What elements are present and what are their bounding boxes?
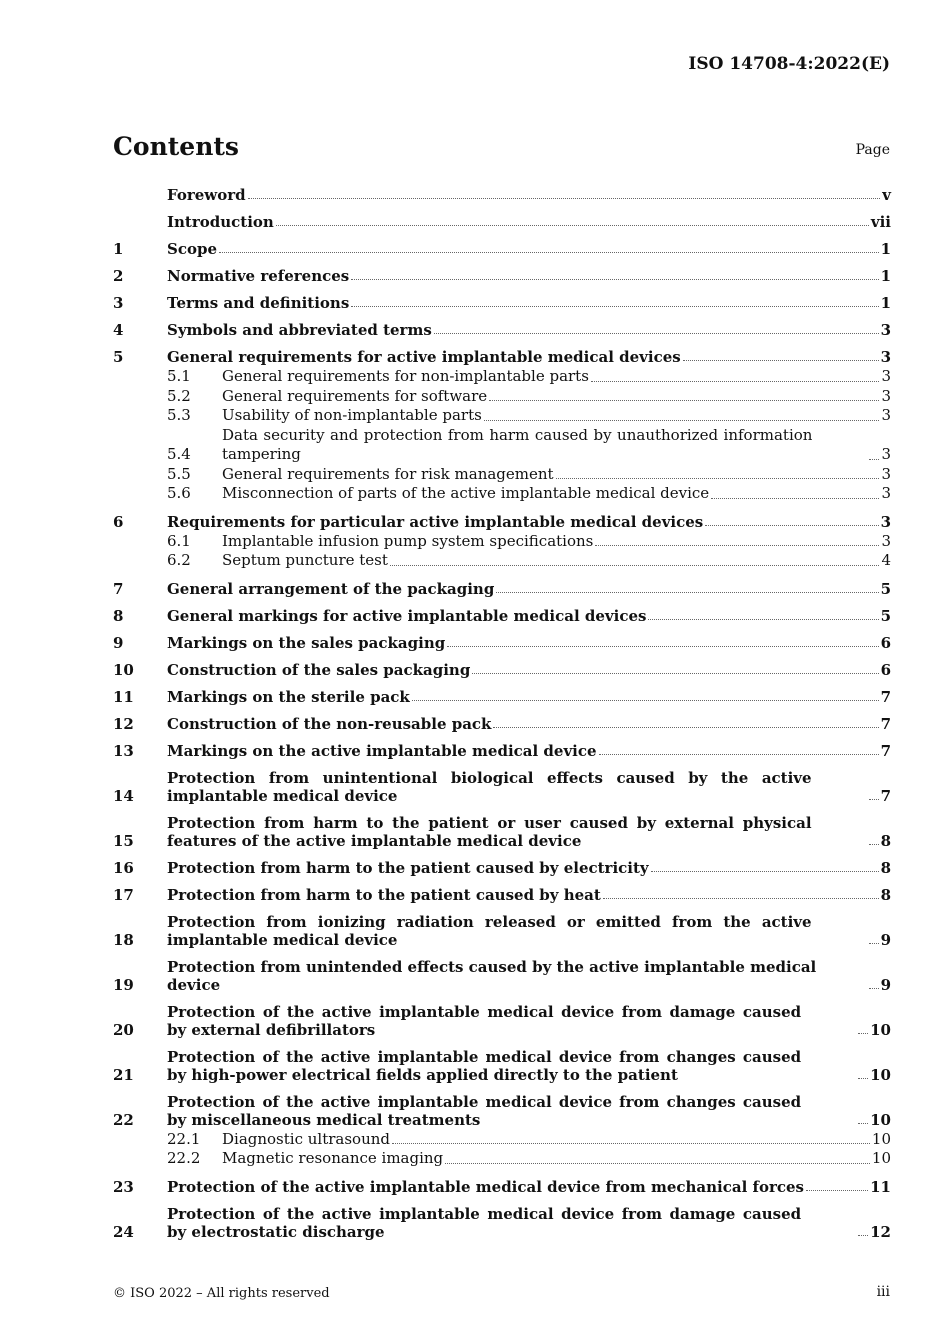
toc-subentry-number: 6.2	[167, 551, 191, 569]
toc-entry-title: Foreword	[167, 186, 246, 204]
toc-entry-title: Markings on the active implantable medical device	[167, 741, 597, 760]
toc-entry-number: 24	[113, 1222, 134, 1241]
dot-leader	[858, 1123, 868, 1124]
toc-entry-title: Normative references	[167, 267, 350, 285]
toc-entry-title: Protection of the active implantable medical device from changes caused by high-power electrical fields applied directly to the patient	[167, 1047, 802, 1084]
toc-entry-number: 14	[113, 786, 134, 805]
toc-subentry-page: 3	[881, 464, 891, 483]
toc-entry-title: Symbols and abbreviated terms	[167, 321, 432, 339]
toc-subentry-title: Septum puncture test	[222, 551, 388, 569]
dot-leader	[390, 565, 880, 566]
toc-subentry-number: 5.6	[167, 484, 191, 502]
dot-leader	[489, 400, 879, 401]
toc-subentry-page: 4	[881, 551, 891, 569]
toc-entry[interactable]	[113, 958, 891, 994]
dot-leader	[683, 360, 879, 361]
toc-subentry[interactable]	[113, 551, 891, 571]
toc-entry[interactable]	[113, 1178, 891, 1196]
toc-entry[interactable]	[113, 267, 891, 285]
toc-entry-page: 3	[880, 348, 891, 366]
toc-entry-title: Protection from ionizing radiation released or emitted from the active implantable medical device	[167, 912, 812, 949]
toc-entry-page: vii	[870, 213, 891, 231]
toc-entry[interactable]	[113, 913, 891, 949]
toc-entry-page: 11	[870, 1177, 891, 1196]
toc-subentry[interactable]	[113, 406, 891, 426]
toc-entry[interactable]	[113, 715, 891, 733]
toc-entry[interactable]	[113, 1003, 891, 1039]
toc-entry-page: 10	[870, 1110, 891, 1129]
toc-subentry-title: Data security and protection from harm caused by unauthorized information tampering	[222, 425, 813, 463]
toc-entry-title: Construction of the non-reusable pack	[167, 714, 492, 733]
toc-entry-number: 16	[113, 858, 134, 877]
toc-subentry-title: Usability of non-implantable parts	[222, 406, 482, 424]
toc-entry[interactable]	[113, 661, 891, 679]
toc-entry-page: 6	[880, 633, 891, 652]
toc-entry-page: v	[882, 186, 891, 204]
toc-subentry-title: Diagnostic ultrasound	[222, 1129, 391, 1148]
toc-subentry-page: 3	[881, 484, 891, 502]
toc-entry-number: 7	[113, 579, 124, 598]
toc-entry[interactable]	[113, 607, 891, 625]
toc-entry-number: 11	[113, 687, 134, 706]
toc-entry-number: 4	[113, 321, 124, 339]
toc-entry-title: General arrangement of the packaging	[167, 579, 495, 598]
toc-entry[interactable]	[113, 634, 891, 652]
toc-entry-page: 12	[870, 1222, 891, 1241]
toc-subentry-number: 5.5	[167, 464, 191, 483]
toc-subentry-title: General requirements for non-implantable parts	[222, 367, 589, 385]
dot-leader	[472, 673, 878, 674]
toc-entry-number: 22	[113, 1110, 134, 1129]
toc-entry[interactable]	[113, 240, 891, 258]
toc-entry[interactable]	[113, 886, 891, 904]
toc-entry-number: 6	[113, 512, 124, 531]
toc-entry-number: 23	[113, 1177, 134, 1196]
toc-subentry[interactable]	[113, 1130, 891, 1150]
toc-subentry-page: 10	[871, 1149, 891, 1167]
dot-leader	[806, 1190, 868, 1191]
dot-leader	[445, 1163, 870, 1164]
dot-leader	[858, 1078, 868, 1079]
toc-entry[interactable]	[113, 213, 891, 231]
dot-leader	[858, 1235, 868, 1236]
toc-entry[interactable]	[113, 742, 891, 760]
toc-entry[interactable]	[113, 294, 891, 312]
toc-entry-number: 19	[113, 975, 134, 994]
dot-leader	[869, 988, 879, 989]
toc-entry-number: 5	[113, 348, 124, 366]
dot-leader	[603, 898, 879, 899]
toc-entry-page: 5	[880, 606, 891, 625]
toc-subentry-title: General requirements for risk management	[222, 464, 554, 483]
toc-subentry-page: 3	[881, 386, 891, 405]
toc-subentry-title: Magnetic resonance imaging	[222, 1149, 444, 1167]
toc-entry-title: Markings on the sales packaging	[167, 633, 446, 652]
dot-leader	[711, 498, 879, 499]
toc-entry-number: 15	[113, 831, 134, 850]
dot-leader	[493, 727, 878, 728]
toc-subentry-number: 5.4	[167, 445, 191, 463]
dot-leader	[705, 525, 878, 526]
toc-entry[interactable]	[113, 1093, 891, 1169]
dot-leader	[591, 381, 880, 382]
toc-entry-number: 12	[113, 714, 134, 733]
toc-entry-page: 3	[880, 512, 891, 531]
toc-subentry[interactable]	[113, 465, 891, 485]
toc-entry-page: 7	[880, 714, 891, 733]
toc-entry-title: Requirements for particular active implantable medical devices	[167, 512, 704, 531]
toc-subentry-page: 3	[881, 367, 891, 385]
dot-leader	[595, 545, 879, 546]
copyright-notice: © ISO 2022 – All rights reserved	[113, 1286, 330, 1301]
dot-leader	[869, 459, 879, 460]
dot-leader	[599, 754, 879, 755]
toc-entry[interactable]	[113, 1048, 891, 1084]
toc-subentry-number: 22.2	[167, 1149, 201, 1167]
toc-entry-page: 5	[880, 579, 891, 598]
toc-entry-page: 7	[880, 741, 891, 760]
dot-leader	[496, 592, 878, 593]
dot-leader	[392, 1143, 870, 1144]
toc-entry-title: Markings on the sterile pack	[167, 687, 410, 706]
toc-entry-number: 9	[113, 633, 124, 652]
toc-entry-page: 8	[880, 858, 891, 877]
toc-entry-page: 10	[870, 1065, 891, 1084]
toc-subentry-page: 3	[881, 445, 891, 463]
toc-entry-number: 20	[113, 1020, 134, 1039]
toc-entry-page: 7	[880, 786, 891, 805]
toc-entry-page: 8	[880, 831, 891, 850]
toc-entry-page: 3	[880, 321, 891, 339]
toc-subentry[interactable]	[113, 1149, 891, 1169]
toc-entry-number: 2	[113, 267, 124, 285]
toc-subentry-number: 22.1	[167, 1129, 201, 1148]
page-title: Contents	[113, 132, 240, 161]
toc-entry-page: 8	[880, 885, 891, 904]
toc-entry-page: 1	[880, 240, 891, 258]
dot-leader	[248, 198, 881, 199]
toc-entry-number: 21	[113, 1065, 134, 1084]
toc-subentry-title: Misconnection of parts of the active implantable medical device	[222, 484, 710, 502]
toc-entry-number: 18	[113, 930, 134, 949]
toc-entry-title: Protection from harm to the patient or user caused by external physical features of the active implantable medical device	[167, 813, 812, 850]
toc-entry-number: 17	[113, 885, 134, 904]
toc-entry-title: Protection from unintentional biological effects caused by the active implantable medical device	[167, 768, 812, 805]
toc-entry[interactable]	[113, 513, 891, 571]
toc-entry-title: General markings for active implantable medical devices	[167, 606, 647, 625]
toc-entry[interactable]	[113, 814, 891, 850]
document-id: ISO 14708-4:2022(E)	[688, 54, 890, 74]
toc-subentry[interactable]	[113, 426, 891, 465]
toc-entry-title: General requirements for active implantable medical devices	[167, 348, 681, 366]
toc-subentry-title: Implantable infusion pump system specifications	[222, 531, 594, 550]
toc-entry-title: Protection of the active implantable medical device from damage caused by electrostatic discharge	[167, 1204, 802, 1241]
toc-subentry-page: 10	[871, 1129, 891, 1148]
toc-entry[interactable]	[113, 580, 891, 598]
toc-entry[interactable]	[113, 1205, 891, 1241]
toc-entry[interactable]	[113, 769, 891, 805]
dot-leader	[869, 943, 879, 944]
toc-subentry-number: 5.1	[167, 367, 191, 385]
toc-entry-title: Protection from harm to the patient caused by heat	[167, 885, 601, 904]
dot-leader	[412, 700, 879, 701]
dot-leader	[351, 279, 878, 280]
dot-leader	[556, 478, 880, 479]
dot-leader	[648, 619, 878, 620]
toc-entry-title: Protection from unintended effects caused by the active implantable medical device	[167, 957, 817, 994]
toc-entry[interactable]	[113, 348, 891, 504]
toc-entry-title: Protection of the active implantable medical device from mechanical forces	[167, 1177, 804, 1196]
toc-entry-number: 13	[113, 741, 134, 760]
dot-leader	[447, 646, 878, 647]
toc-entry-title: Protection of the active implantable medical device from changes caused by miscellaneous medical treatments	[167, 1092, 802, 1129]
toc-entry-page: 1	[880, 267, 891, 285]
table-of-contents	[113, 186, 891, 1250]
toc-entry[interactable]	[113, 321, 891, 339]
toc-subentry-page: 3	[881, 406, 891, 424]
toc-entry-page: 10	[870, 1020, 891, 1039]
dot-leader	[484, 420, 880, 421]
toc-entry-page: 6	[880, 660, 891, 679]
toc-entry-page: 9	[880, 930, 891, 949]
toc-subentry-page: 3	[881, 531, 891, 550]
toc-entry-page: 1	[880, 294, 891, 312]
toc-entry-number: 8	[113, 606, 124, 625]
dot-leader	[351, 306, 878, 307]
toc-subentry[interactable]	[113, 484, 891, 504]
toc-subentry[interactable]	[113, 367, 891, 387]
toc-entry-title: Protection from harm to the patient caused by electricity	[167, 858, 649, 877]
toc-entry[interactable]	[113, 186, 891, 204]
dot-leader	[219, 252, 879, 253]
toc-entry-title: Introduction	[167, 213, 274, 231]
toc-entry-title: Terms and definitions	[167, 294, 350, 312]
toc-entry-page: 7	[880, 687, 891, 706]
toc-entry-title: Protection of the active implantable medical device from damage caused by external defibrillators	[167, 1002, 802, 1039]
page-number: iii	[876, 1284, 890, 1300]
dot-leader	[276, 225, 869, 226]
toc-subentry[interactable]	[113, 532, 891, 552]
dot-leader	[651, 871, 879, 872]
toc-entry-page: 9	[880, 975, 891, 994]
toc-entry[interactable]	[113, 859, 891, 877]
toc-subentry[interactable]	[113, 387, 891, 407]
dot-leader	[869, 799, 879, 800]
toc-entry-title: Construction of the sales packaging	[167, 660, 471, 679]
dot-leader	[434, 333, 879, 334]
toc-entry-number: 1	[113, 240, 124, 258]
dot-leader	[858, 1033, 868, 1034]
toc-entry-number: 10	[113, 660, 134, 679]
toc-entry[interactable]	[113, 688, 891, 706]
toc-entry-title: Scope	[167, 240, 218, 258]
toc-subentry-title: General requirements for software	[222, 386, 488, 405]
toc-subentry-number: 5.2	[167, 386, 191, 405]
toc-subentry-number: 6.1	[167, 531, 191, 550]
toc-subentry-number: 5.3	[167, 406, 191, 424]
page-column-label: Page	[855, 142, 890, 158]
toc-entry-number: 3	[113, 294, 124, 312]
dot-leader	[869, 844, 879, 845]
